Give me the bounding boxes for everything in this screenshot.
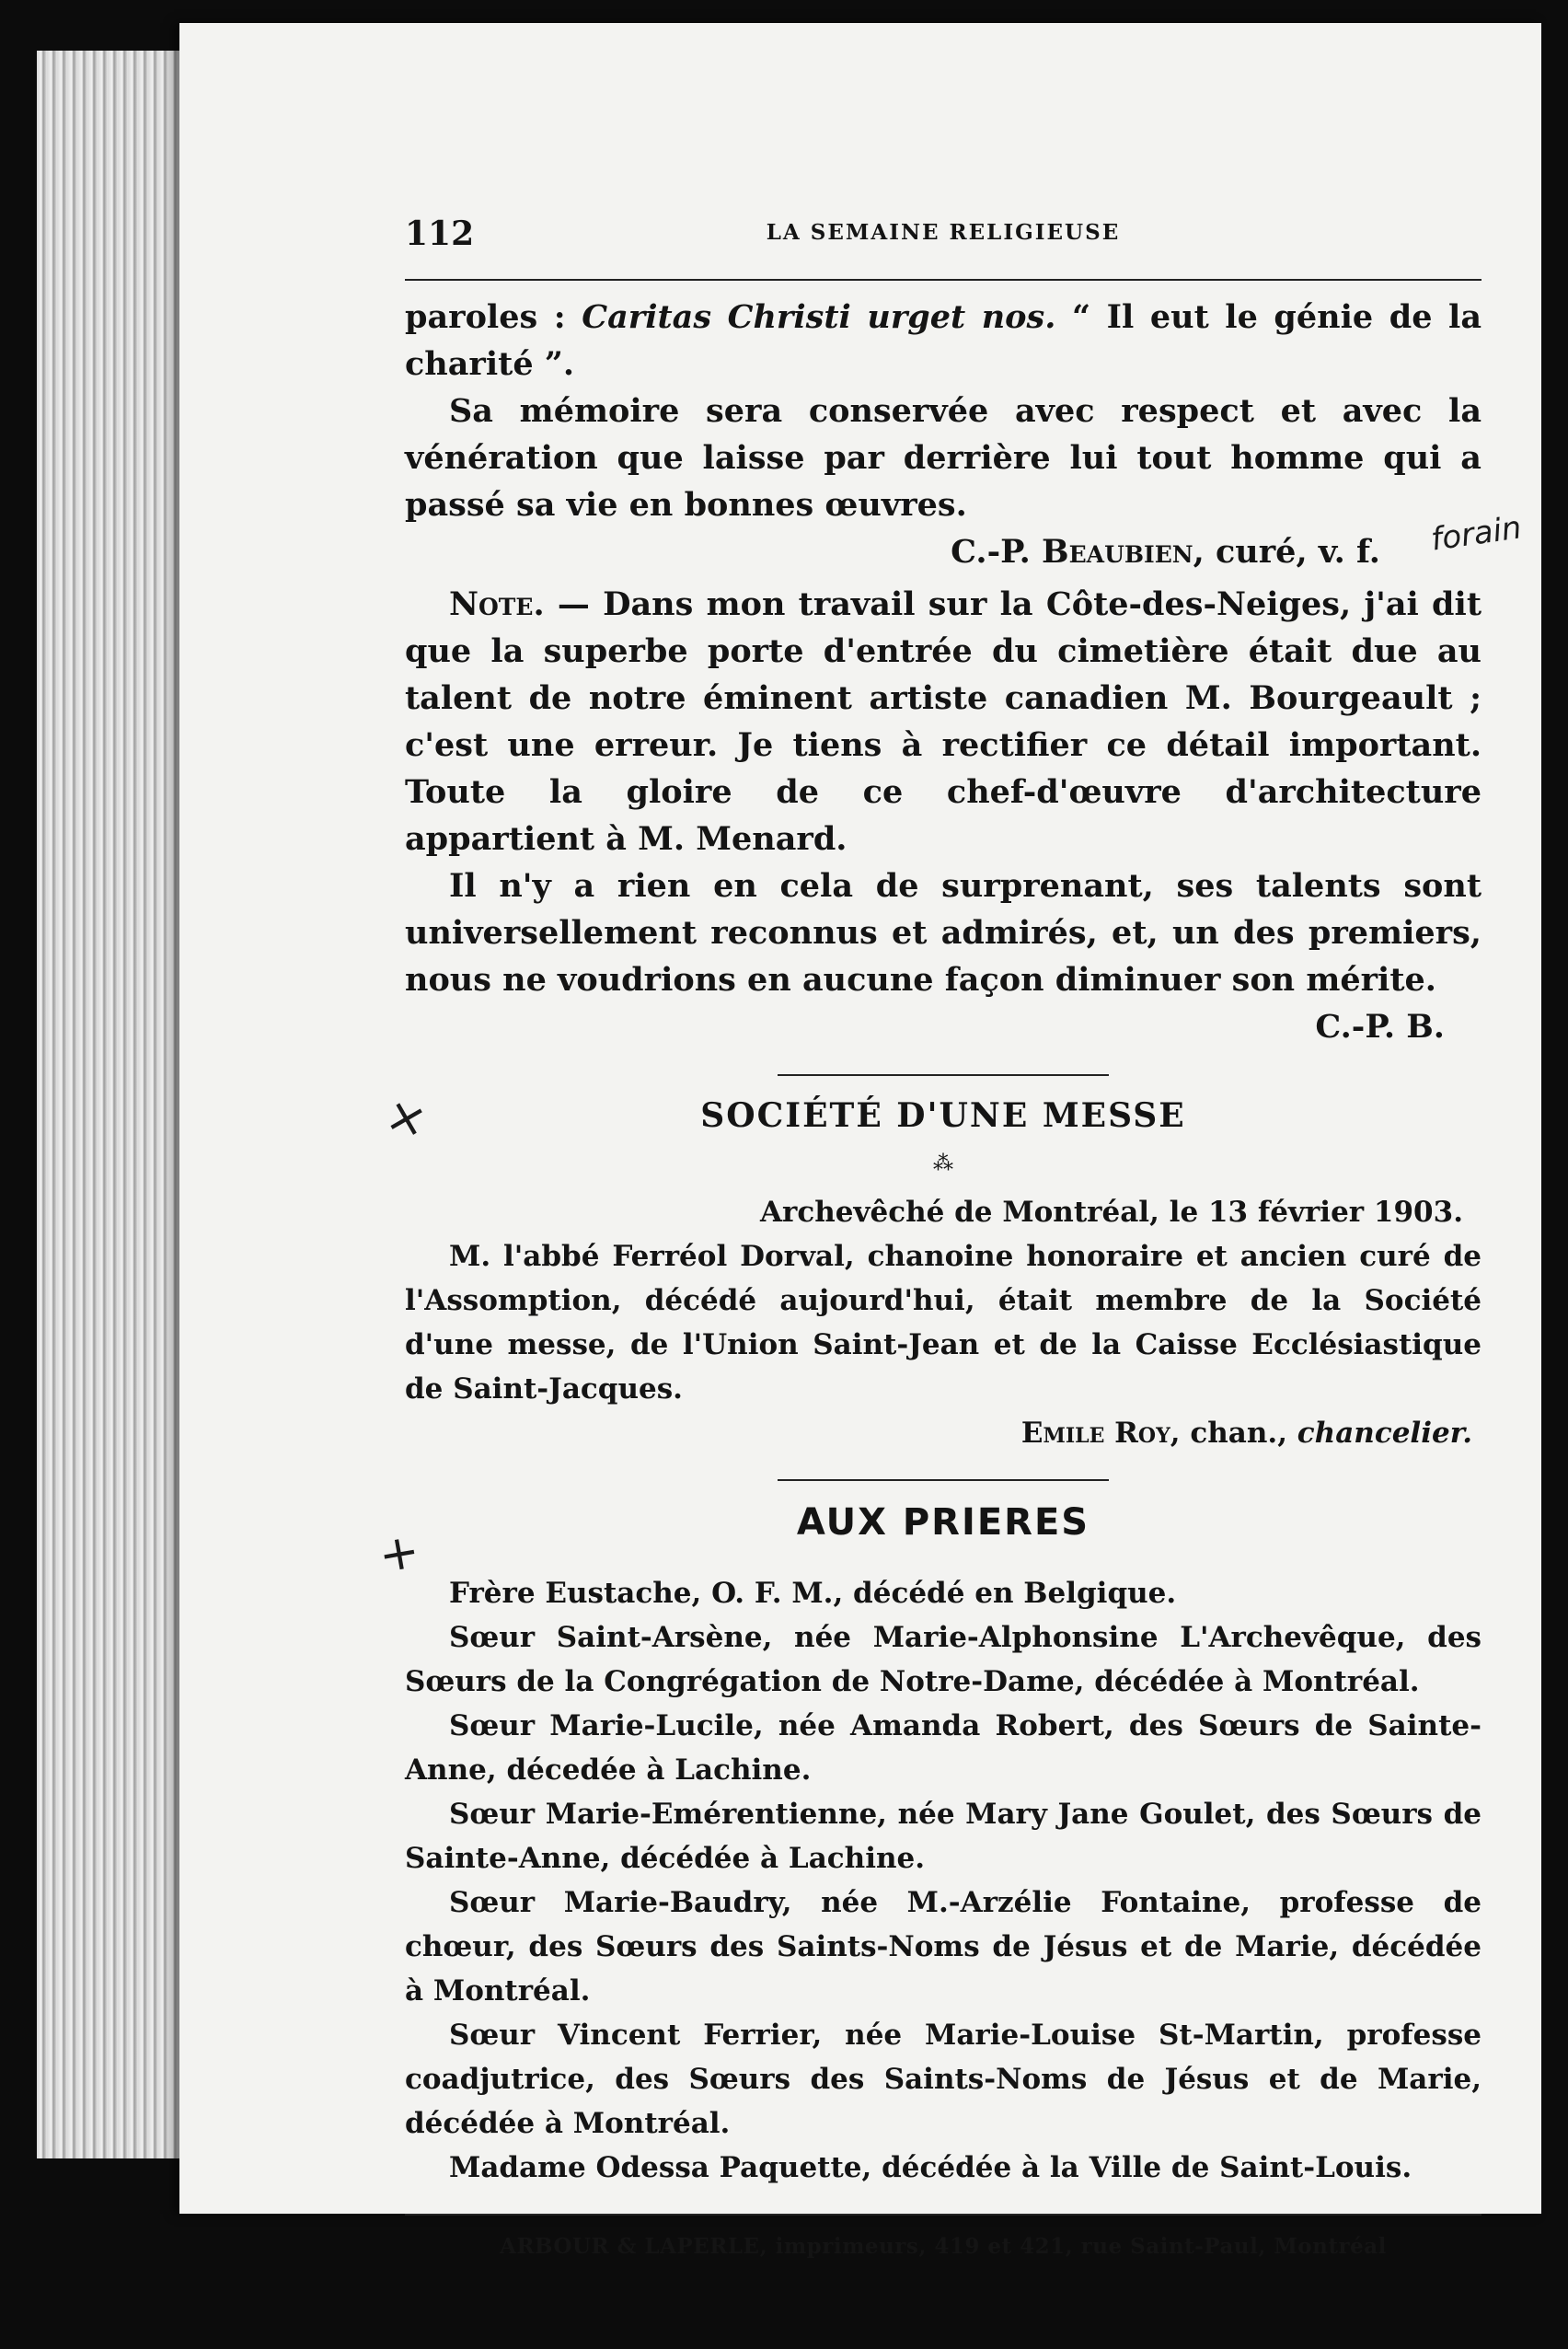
latin-quote: Caritas Christi urget nos. <box>582 298 1056 336</box>
signature-role: chancelier. <box>1297 1417 1472 1450</box>
signature-name: Beaubien <box>1042 533 1193 571</box>
note-section <box>405 581 1482 1050</box>
list-item: Sœur Marie-Baudry, née M.-Arzélie Fontaine, professe de chœur, des Sœurs des Saints-Noms de Jésus et de Marie, décédée à Montréal. <box>405 1886 1482 2008</box>
signature-title: , curé, v. f. <box>1193 533 1380 571</box>
prieres-list <box>405 1571 1482 2190</box>
societe-title: SOCIÉTÉ D'UNE MESSE <box>700 1096 1186 1135</box>
page-number: 112 <box>405 214 475 253</box>
ornament-glyph: ⁂ <box>933 1152 953 1175</box>
section-divider <box>778 1479 1109 1481</box>
list-item: Sœur Marie-Emérentienne, née Mary Jane Goulet, des Sœurs de Sainte-Anne, décédée à Lachine. <box>405 1798 1482 1875</box>
signature-title: , chan., <box>1170 1417 1297 1450</box>
paragraph-text: “ Il eut le génie de la charité ”. <box>405 298 1482 383</box>
list-item: Sœur Vincent Ferrier, née Marie-Louise St-Martin, professe coadjutrice, des Sœurs des Saints-Noms de Jésus et de Marie, décédée à Montréal. <box>405 2019 1482 2140</box>
list-item: Frère Eustache, O. F. M., décédé en Belgique. <box>449 1577 1177 1610</box>
printer-imprint: ARBOUR & LAPERLE, imprimeurs, 419 et 421, rue Saint-Paul, Montréal <box>500 2234 1387 2259</box>
handwritten-mark: × <box>379 1086 433 1151</box>
article-continuation <box>405 294 1482 575</box>
article-paragraph-1 <box>405 294 1482 388</box>
footer-rule <box>405 2214 1482 2216</box>
running-title: LA SEMAINE RELIGIEUSE <box>766 220 1121 245</box>
page-content <box>405 207 1482 2259</box>
section-divider <box>778 1074 1109 1076</box>
prieres-section <box>405 1501 1482 2190</box>
handwritten-annotation: forain <box>1428 509 1524 559</box>
page-header <box>405 207 1482 253</box>
list-item: Sœur Saint-Arsène, née Marie-Alphonsine L'Archevêque, des Sœurs de la Congrégation de Notre-Dame, décédée à Montréal. <box>405 1621 1482 1698</box>
list-item: Sœur Marie-Lucile, née Amanda Robert, des Sœurs de Sainte-Anne, décedée à Lachine. <box>405 1709 1482 1787</box>
signature-name: Emile Roy <box>1020 1417 1170 1450</box>
paragraph-text: paroles : <box>405 298 582 336</box>
handwritten-mark: + <box>375 1522 424 1585</box>
societe-body: M. l'abbé Ferréol Dorval, chanoine honoraire et ancien curé de l'Assomption, décédé aujourd'hui, était membre de la Société d'une messe, de l'Union Saint-Jean et de la Caisse Ecclésiastique de Saint-Jacques. <box>405 1240 1482 1406</box>
societe-dateline: Archevêché de Montréal, le 13 février 1903. <box>759 1196 1463 1229</box>
societe-signature <box>405 1411 1482 1455</box>
signature-initials: C.-P. <box>951 533 1043 571</box>
note-label: Note <box>449 585 534 623</box>
prieres-title: AUX PRIERES <box>796 1501 1090 1544</box>
note-paragraph-1 <box>405 581 1482 862</box>
paragraph-text: . — Dans mon travail sur la Côte-des-Neiges, j'ai dit que la superbe porte d'entrée du cimetière était due au talent de notre éminent artiste canadien M. Bourgeault ; c'est une erreur. Je tiens à rectifier ce détail important. Toute la gloire de ce chef-d'œuvre d'architecture appartient à M. Menard. <box>405 585 1482 858</box>
article-paragraph-2: Sa mémoire sera conservée avec respect et avec la vénération que laisse par derrière lui tout homme qui a passé sa vie en bonnes œuvres. <box>405 392 1482 524</box>
societe-section <box>405 1096 1482 1455</box>
note-paragraph-2: Il n'y a rien en cela de surprenant, ses talents sont universellement reconnus et admirés, et, un des premiers, nous ne voudrions en aucune façon diminuer son mérite. <box>405 867 1482 999</box>
list-item: Madame Odessa Paquette, décédée à la Ville de Saint-Louis. <box>449 2151 1412 2184</box>
header-rule <box>405 279 1482 281</box>
article-signature <box>405 528 1482 575</box>
note-signature: C.-P. B. <box>1315 1008 1445 1046</box>
